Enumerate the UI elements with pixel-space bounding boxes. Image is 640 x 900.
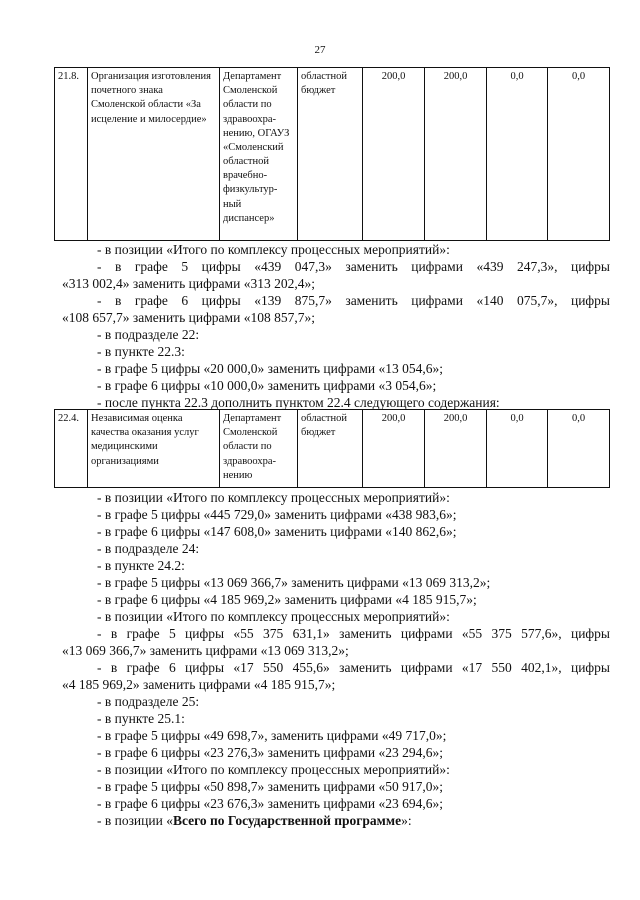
item-number-cell: 21.8. bbox=[55, 68, 88, 241]
final-line-suffix: »: bbox=[401, 813, 412, 828]
text-line: - в графе 6 цифры «10 000,0» заменить цифрами «3 054,6»; bbox=[97, 378, 437, 393]
amendment-text-block-1 bbox=[62, 241, 610, 411]
text-line: - в графе 5 цифры «50 898,7» заменить цифрами «50 917,0»; bbox=[97, 779, 443, 794]
text-line: - в подразделе 22: bbox=[97, 327, 200, 342]
text-line: «13 069 366,7» заменить цифрами «13 069 313,2»; bbox=[62, 643, 349, 658]
text-line: - в пункте 24.2: bbox=[97, 558, 185, 573]
page-number: 27 bbox=[314, 44, 326, 56]
value-cell: 200,0 bbox=[363, 410, 425, 488]
table-row-22-4 bbox=[54, 409, 610, 488]
value-cell: 200,0 bbox=[425, 68, 487, 241]
text-line: - в пункте 22.3: bbox=[97, 344, 185, 359]
text-line: - в графе 6 цифры «139 875,7» заменить цифрами «140 075,7», цифры bbox=[97, 293, 610, 308]
text-line: - в графе 5 цифры «445 729,0» заменить цифрами «438 983,6»; bbox=[97, 507, 457, 522]
text-line: - в графе 6 цифры «23 276,3» заменить цифрами «23 294,6»; bbox=[97, 745, 443, 760]
text-line: - в графе 5 цифры «439 047,3» заменить цифрами «439 247,3», цифры bbox=[97, 259, 610, 274]
value-cell: 200,0 bbox=[363, 68, 425, 241]
item-number-cell: 22.4. bbox=[55, 410, 88, 488]
table-row bbox=[55, 410, 610, 488]
text-line: «4 185 969,2» заменить цифрами «4 185 915,7»; bbox=[62, 677, 336, 692]
text-line: «108 657,7» заменить цифрами «108 857,7»; bbox=[62, 310, 315, 325]
executor-cell: Департамент Смоленской области по здравоохра- нению bbox=[220, 410, 298, 488]
text-line: - в пункте 25.1: bbox=[97, 711, 185, 726]
text-line: - в графе 5 цифры «49 698,7», заменить цифрами «49 717,0»; bbox=[97, 728, 447, 743]
table-row-21-8 bbox=[54, 67, 610, 241]
text-line: - в графе 6 цифры «4 185 969,2» заменить цифрами «4 185 915,7»; bbox=[97, 592, 477, 607]
text-line: - в позиции «Итого по комплексу процессных мероприятий»: bbox=[97, 242, 450, 257]
text-line: - после пункта 22.3 дополнить пунктом 22.4 следующего содержания: bbox=[97, 395, 500, 410]
executor-cell: Департамент Смоленской области по здравоохра- нению, ОГАУЗ «Смоленский областной врачебно- физкультур- ный диспансер» bbox=[220, 68, 298, 241]
table-row bbox=[55, 68, 610, 241]
amendment-text-block-2 bbox=[62, 489, 610, 829]
text-line: - в позиции «Итого по комплексу процессных мероприятий»: bbox=[97, 490, 450, 505]
funding-source-cell: областной бюджет bbox=[298, 410, 363, 488]
text-line: - в позиции «Итого по комплексу процессных мероприятий»: bbox=[97, 609, 450, 624]
text-line: - в графе 5 цифры «13 069 366,7» заменить цифрами «13 069 313,2»; bbox=[97, 575, 491, 590]
text-line: - в позиции «Итого по комплексу процессных мероприятий»: bbox=[97, 762, 450, 777]
text-line: - в графе 6 цифры «23 676,3» заменить цифрами «23 694,6»; bbox=[97, 796, 443, 811]
final-line bbox=[62, 812, 610, 829]
funding-source-cell: областной бюджет bbox=[298, 68, 363, 241]
value-cell: 0,0 bbox=[487, 68, 548, 241]
text-line: - в графе 5 цифры «55 375 631,1» заменить цифрами «55 375 577,6», цифры bbox=[97, 626, 610, 641]
text-line: - в графе 6 цифры «17 550 455,6» заменить цифрами «17 550 402,1», цифры bbox=[97, 660, 610, 675]
final-line-prefix: - в позиции « bbox=[97, 813, 173, 828]
text-line: - в графе 5 цифры «20 000,0» заменить цифрами «13 054,6»; bbox=[97, 361, 443, 376]
value-cell: 0,0 bbox=[487, 410, 548, 488]
text-line: «313 002,4» заменить цифрами «313 202,4»; bbox=[62, 276, 315, 291]
item-name-cell: Организация изготовления почетного знака Смоленской области «За исцеление и милосердие» bbox=[88, 68, 220, 241]
item-name-cell: Независимая оценка качества оказания услуг медицинскими организациями bbox=[88, 410, 220, 488]
value-cell: 200,0 bbox=[425, 410, 487, 488]
text-line: - в подразделе 25: bbox=[97, 694, 200, 709]
final-line-bold: Всего по Государственной программе bbox=[172, 813, 402, 828]
text-line: - в подразделе 24: bbox=[97, 541, 200, 556]
value-cell: 0,0 bbox=[548, 68, 610, 241]
text-line: - в графе 6 цифры «147 608,0» заменить цифрами «140 862,6»; bbox=[97, 524, 457, 539]
value-cell: 0,0 bbox=[548, 410, 610, 488]
